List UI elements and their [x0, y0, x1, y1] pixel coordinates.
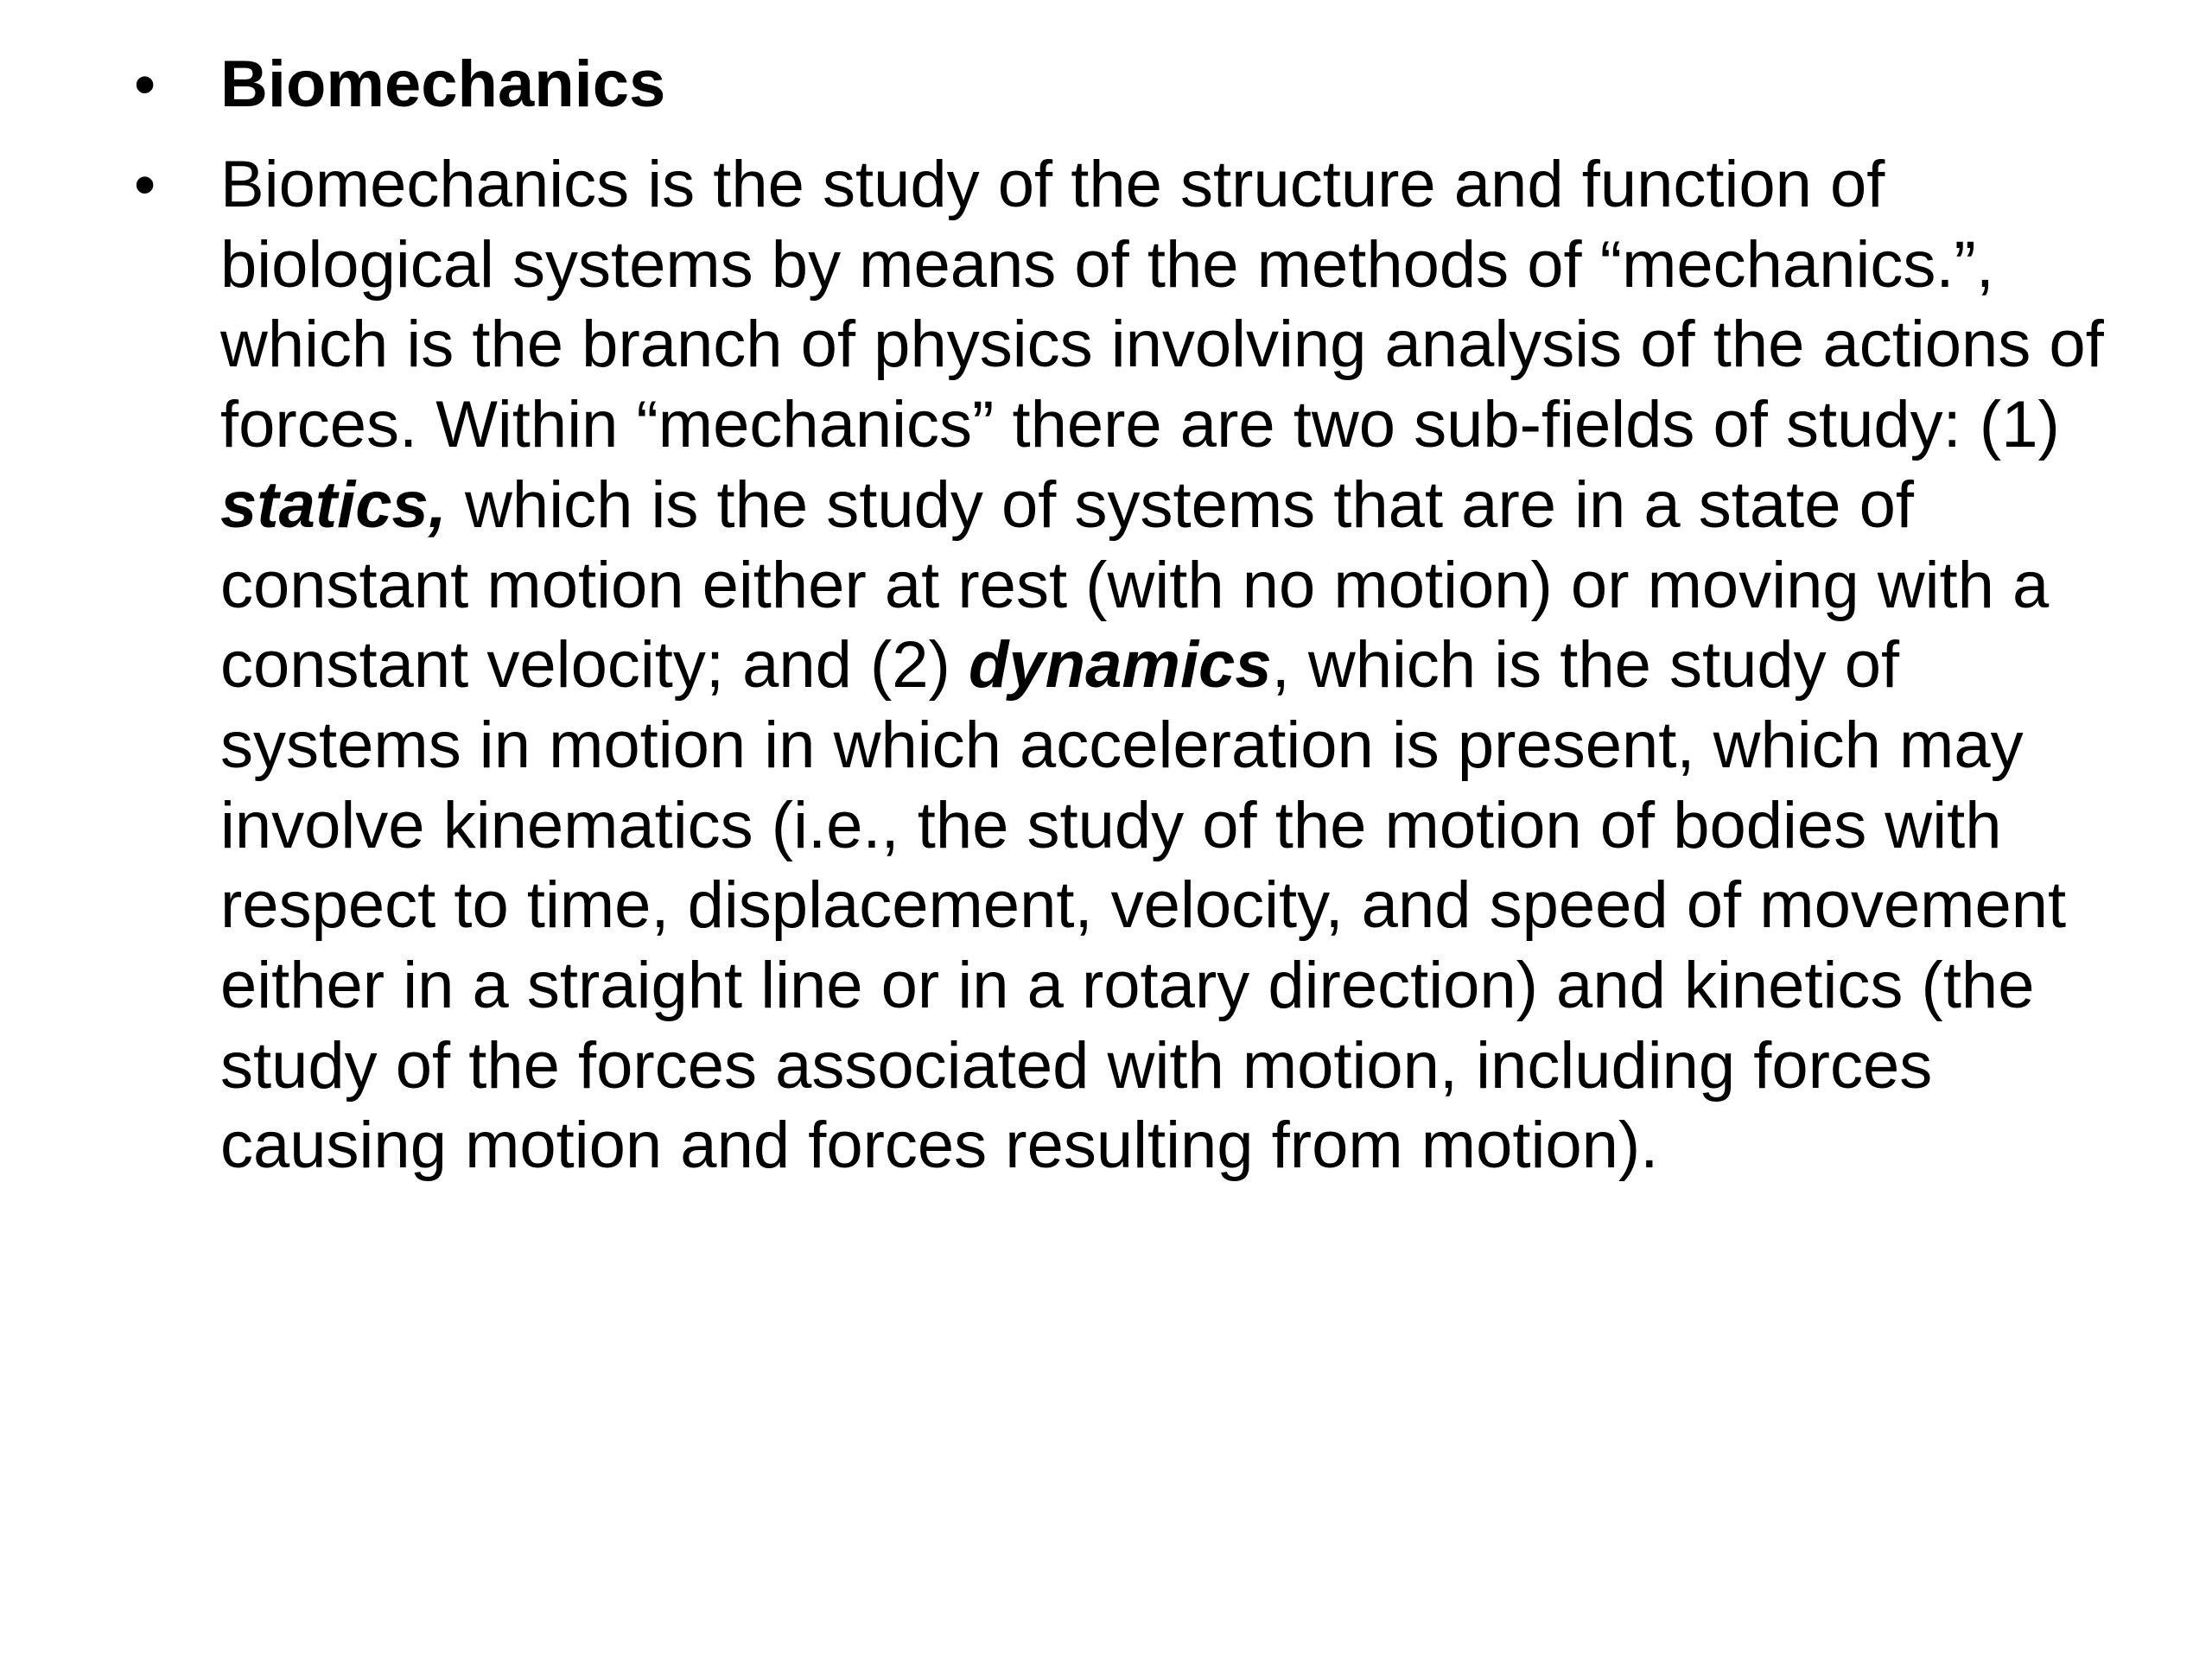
bullet-item-definition [134, 145, 2121, 1186]
paragraph-text-part-1: Biomechanics is the study of the structure and function of biological systems by means of the methods of “mechanics.”, which is the branch of physics involving analysis of the actions of forces. Within “mechanics” there are two sub-fields of study: (1) [220, 148, 2104, 462]
paragraph-text-part-2: which is the study of systems that are in a state of constant motion either at rest (with no motion) or moving with a constant velocity; and (2) [220, 467, 2050, 702]
bullet-item-heading [134, 45, 2121, 124]
term-dynamics: dynamics [968, 628, 1272, 702]
slide-heading: Biomechanics [220, 48, 666, 121]
term-statics: statics, [220, 467, 447, 542]
definition-paragraph [220, 145, 2121, 1186]
paragraph-text-part-3: , which is the study of systems in motion in which acceleration is present, which may involve kinematics (i.e., the study of the motion of bodies with respect to time, displacement, velocity, and speed of movement either in a straight line or in a rotary direction) and kinetics (the study of the forces associated with motion, including forces causing motion and forces resulting from motion). [220, 628, 2067, 1183]
bullet-list [134, 45, 2121, 1207]
bullet-icon: • [134, 50, 156, 119]
bullet-icon: • [134, 150, 156, 219]
